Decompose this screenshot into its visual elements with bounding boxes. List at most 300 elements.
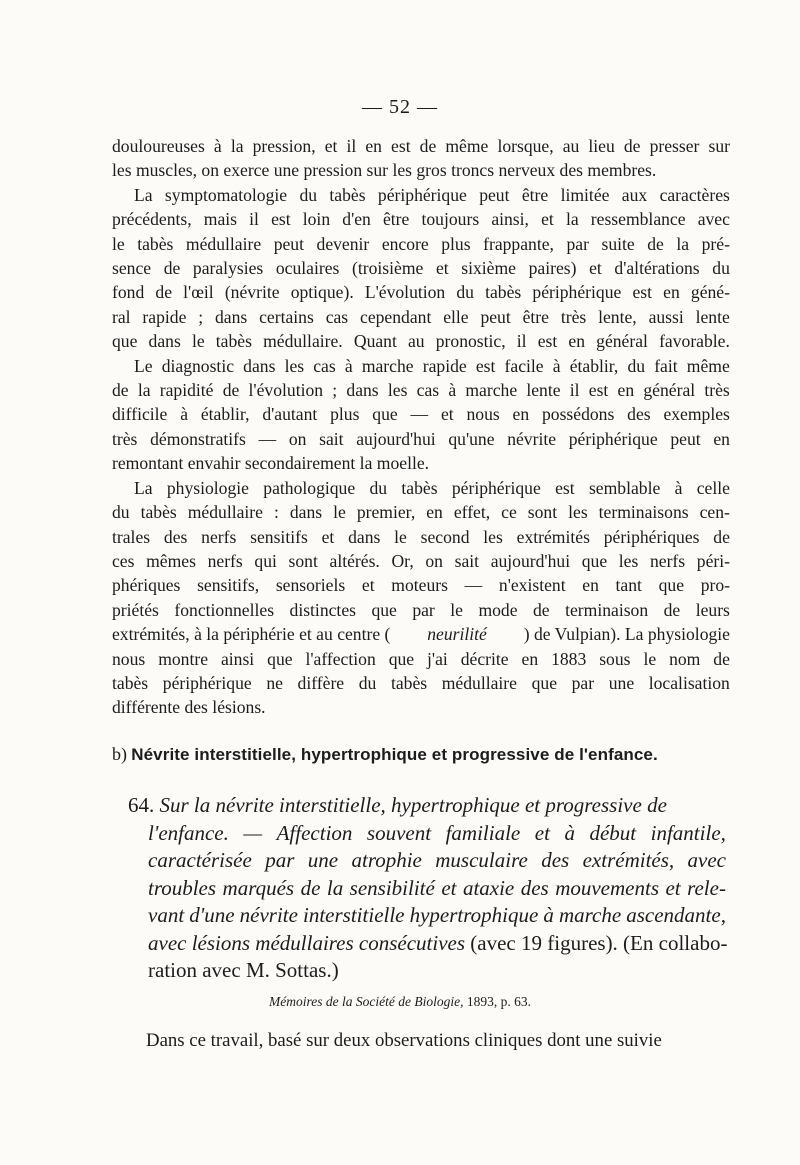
word: cas bbox=[325, 306, 349, 327]
word: établir, bbox=[569, 355, 619, 376]
word: aujourd'hui bbox=[356, 428, 436, 449]
word: début bbox=[589, 820, 637, 845]
word: périphériques bbox=[603, 526, 700, 547]
word: ainsi, bbox=[491, 209, 529, 230]
word: une bbox=[608, 672, 635, 693]
text-line bbox=[112, 305, 730, 329]
word: mouvements bbox=[555, 875, 659, 900]
word: semblable bbox=[588, 477, 661, 498]
word: nerfs bbox=[201, 526, 237, 547]
word: tabès bbox=[390, 672, 428, 693]
text-run: ) de Vulpian). La physiologie bbox=[523, 624, 730, 645]
word: pronostic, bbox=[435, 331, 506, 352]
word: dans bbox=[243, 355, 276, 376]
word: d'altérations bbox=[614, 258, 700, 279]
word: musculaire bbox=[435, 848, 528, 872]
word: vant bbox=[148, 903, 185, 927]
text-line bbox=[112, 427, 730, 451]
word: souvent bbox=[366, 820, 432, 845]
word: sont bbox=[527, 502, 558, 523]
text-line bbox=[112, 671, 730, 695]
entry-roman-run: (avec 19 figures). (En collabo- bbox=[470, 930, 728, 955]
word: d'en bbox=[342, 209, 371, 230]
word: mais bbox=[203, 209, 237, 230]
word: que bbox=[112, 331, 138, 352]
word: il bbox=[346, 136, 357, 156]
word: paires) bbox=[528, 258, 577, 279]
word: des bbox=[541, 848, 570, 872]
word: et bbox=[440, 404, 454, 425]
word: l'enfance. bbox=[148, 820, 229, 845]
word: facile bbox=[504, 355, 544, 376]
word: sensibilité bbox=[349, 875, 435, 900]
citation bbox=[0, 994, 800, 1010]
word: presser bbox=[649, 136, 700, 156]
word: avec bbox=[687, 848, 726, 872]
word: du bbox=[299, 184, 318, 205]
word: possédons bbox=[541, 404, 615, 425]
word: être bbox=[522, 306, 549, 327]
word: et bbox=[324, 136, 338, 156]
word: on bbox=[288, 428, 307, 449]
word: plus bbox=[330, 404, 360, 425]
text-line: différente des lésions. bbox=[112, 697, 266, 718]
word: est bbox=[475, 355, 496, 376]
word: difficile bbox=[112, 404, 168, 425]
word: terminaisons bbox=[598, 502, 689, 523]
word: dans bbox=[348, 526, 381, 547]
word: sait bbox=[454, 550, 480, 571]
word: La bbox=[134, 184, 153, 205]
word: est bbox=[555, 477, 575, 498]
word: caractérisée bbox=[148, 848, 252, 872]
word: ainsi bbox=[220, 648, 255, 669]
word: encore bbox=[381, 233, 429, 254]
word: de bbox=[533, 599, 550, 620]
word: pro- bbox=[700, 575, 730, 596]
word: qui bbox=[254, 550, 277, 571]
word: on bbox=[425, 550, 443, 571]
word: que bbox=[581, 550, 608, 571]
word: montre bbox=[158, 648, 209, 669]
word: ascendante, bbox=[626, 903, 726, 927]
word: terminaison bbox=[565, 599, 649, 620]
word: rapide bbox=[142, 306, 187, 327]
word: aussi bbox=[648, 306, 684, 327]
word: en bbox=[582, 575, 599, 596]
word: que bbox=[658, 575, 685, 596]
word: ces bbox=[112, 550, 135, 571]
word: de bbox=[300, 875, 321, 900]
word: pré- bbox=[701, 233, 730, 254]
word: névrite bbox=[239, 903, 298, 927]
word: des bbox=[163, 526, 188, 547]
word: à bbox=[674, 477, 683, 498]
word: et bbox=[435, 258, 449, 279]
word: même bbox=[445, 136, 489, 156]
word: marche bbox=[558, 903, 622, 927]
word: de bbox=[419, 136, 437, 156]
word: sensoriels bbox=[275, 575, 346, 596]
word: la bbox=[326, 875, 344, 900]
word: du bbox=[456, 282, 474, 303]
word: général bbox=[643, 380, 696, 401]
word: et bbox=[541, 209, 554, 230]
text-line bbox=[112, 476, 730, 500]
text-line bbox=[112, 280, 730, 304]
word: Affection bbox=[276, 820, 353, 845]
text-line bbox=[112, 329, 730, 353]
word: avec bbox=[697, 209, 730, 230]
word: hypertrophique bbox=[409, 903, 539, 927]
word: rapide bbox=[422, 355, 467, 376]
word: la bbox=[565, 209, 579, 230]
word: lente bbox=[695, 306, 730, 327]
word: cependant bbox=[360, 306, 432, 327]
section-heading-prefix: b) bbox=[112, 744, 127, 764]
word: cen- bbox=[699, 502, 730, 523]
word: en bbox=[713, 428, 730, 449]
italic-term: neurilité bbox=[427, 624, 487, 645]
word: être bbox=[382, 209, 410, 230]
word: il bbox=[516, 331, 527, 352]
word: lente bbox=[526, 380, 561, 401]
word: démonstratifs bbox=[150, 428, 246, 449]
word: mêmes bbox=[146, 550, 196, 571]
word: lieu bbox=[588, 136, 615, 156]
word: est bbox=[391, 136, 411, 156]
word: loin bbox=[302, 209, 331, 230]
word: que bbox=[267, 648, 293, 669]
text-line bbox=[112, 207, 730, 231]
word: de bbox=[222, 380, 240, 401]
word: très bbox=[560, 306, 587, 327]
word: péri- bbox=[696, 550, 730, 571]
word: trales bbox=[112, 526, 151, 547]
text-line: les muscles, on exerce une pression sur les gros troncs nerveux des membres. bbox=[112, 160, 657, 181]
word: que bbox=[372, 404, 398, 425]
text-line bbox=[112, 183, 730, 207]
word: troubles bbox=[148, 875, 217, 900]
word: suite bbox=[601, 233, 635, 254]
word: il bbox=[249, 209, 259, 230]
word: nous bbox=[112, 648, 146, 669]
word: elle bbox=[443, 306, 469, 327]
word: médullaire bbox=[441, 672, 517, 693]
word: en bbox=[521, 648, 539, 669]
entry-italic-run: avec lésions médullaires consécutives bbox=[148, 930, 466, 955]
word: tabès bbox=[401, 477, 438, 498]
word: névrite bbox=[507, 428, 557, 449]
word: le bbox=[643, 648, 657, 669]
word: diffère bbox=[297, 672, 345, 693]
word: ataxie bbox=[462, 875, 515, 900]
word: à bbox=[344, 355, 353, 376]
word: dans bbox=[289, 502, 323, 523]
word: Quant bbox=[353, 331, 397, 352]
word: par bbox=[265, 848, 295, 872]
word: douloureuses bbox=[112, 136, 205, 156]
word: peut bbox=[670, 428, 701, 449]
word: une bbox=[307, 848, 339, 872]
word: certains bbox=[259, 306, 314, 327]
word: La bbox=[134, 477, 153, 498]
word: favorable. bbox=[659, 331, 730, 352]
text-line bbox=[112, 647, 730, 671]
entry-line bbox=[128, 820, 726, 848]
word: sixième bbox=[461, 258, 516, 279]
word: sensitifs, bbox=[197, 575, 260, 596]
word: de bbox=[713, 648, 730, 669]
word: extrémités, bbox=[582, 848, 675, 872]
text-line bbox=[112, 500, 730, 524]
entry-line bbox=[128, 792, 726, 820]
word: infantile, bbox=[650, 820, 726, 845]
word: décrite bbox=[460, 648, 509, 669]
word: périphérique bbox=[532, 282, 622, 303]
word: et bbox=[361, 575, 375, 596]
word: du bbox=[358, 672, 377, 693]
word: très bbox=[704, 380, 730, 401]
word: général bbox=[596, 331, 648, 352]
word: atrophie bbox=[351, 848, 422, 872]
text-line bbox=[112, 525, 730, 549]
word: cas bbox=[313, 355, 336, 376]
word: être bbox=[521, 184, 549, 205]
word: du bbox=[627, 355, 646, 376]
word: extrémités bbox=[516, 526, 590, 547]
page-number: — 52 — bbox=[362, 96, 438, 118]
word: frappante, bbox=[483, 233, 554, 254]
word: même bbox=[686, 355, 730, 376]
word: en bbox=[617, 380, 635, 401]
final-text-line: Dans ce travail, basé sur deux observations cliniques dont une suivie bbox=[146, 1030, 662, 1051]
word: symptomatologie bbox=[164, 184, 288, 205]
word: dans bbox=[148, 331, 181, 352]
word: les bbox=[387, 380, 408, 401]
word: le bbox=[191, 331, 205, 352]
word: physiologie bbox=[166, 477, 249, 498]
word: en bbox=[512, 404, 530, 425]
word: tabès bbox=[329, 184, 366, 205]
word: tabès bbox=[112, 672, 149, 693]
text-line bbox=[112, 232, 730, 256]
word: périphérique bbox=[377, 184, 467, 205]
word: de bbox=[713, 526, 730, 547]
entry-line bbox=[128, 902, 726, 930]
citation-details: 1893, p. 63. bbox=[466, 994, 531, 1009]
word: cas bbox=[416, 380, 440, 401]
word: d'autant bbox=[262, 404, 318, 425]
entry-line bbox=[128, 875, 726, 903]
word: premier, bbox=[356, 502, 416, 523]
word: aux bbox=[621, 184, 648, 205]
body-text bbox=[112, 134, 730, 720]
word: de bbox=[663, 599, 681, 620]
word: aujourd'hui bbox=[490, 550, 571, 571]
word: devenir bbox=[316, 233, 370, 254]
word: dans bbox=[215, 306, 248, 327]
text-line bbox=[112, 354, 730, 378]
word: peut bbox=[479, 184, 510, 205]
word: ral bbox=[112, 306, 131, 327]
word: géné- bbox=[690, 282, 730, 303]
word: nous bbox=[466, 404, 500, 425]
text-line bbox=[112, 378, 730, 402]
word: est bbox=[632, 282, 652, 303]
word: d'une bbox=[189, 903, 235, 927]
text-line bbox=[112, 134, 730, 158]
word: du bbox=[112, 502, 130, 523]
word: périphérique bbox=[568, 428, 658, 449]
word: médullaire bbox=[185, 233, 262, 254]
word: par bbox=[566, 233, 589, 254]
word: de bbox=[155, 282, 172, 303]
word: la bbox=[676, 233, 690, 254]
word: (troisième bbox=[352, 258, 424, 279]
word: tabès bbox=[140, 502, 177, 523]
word: que bbox=[371, 599, 397, 620]
word: en bbox=[663, 282, 680, 303]
word: de bbox=[163, 258, 181, 279]
section-heading-title: Névrite interstitielle, hypertrophique et progressive de l'enfance. bbox=[131, 745, 658, 764]
word: pathologique bbox=[263, 477, 356, 498]
word: pression, bbox=[252, 136, 316, 156]
word: au bbox=[562, 136, 580, 156]
section-heading bbox=[112, 744, 724, 765]
word: paralysies bbox=[192, 258, 264, 279]
word: très bbox=[112, 428, 138, 449]
word: et bbox=[665, 875, 681, 900]
word: médullaire. bbox=[263, 331, 343, 352]
word: marche bbox=[361, 355, 414, 376]
word: de bbox=[623, 136, 641, 156]
word: ; bbox=[332, 380, 338, 401]
word: rele- bbox=[687, 875, 726, 900]
word: tabès bbox=[137, 233, 174, 254]
word: périphérique bbox=[451, 477, 541, 498]
text-line bbox=[112, 598, 730, 622]
word: ne bbox=[266, 672, 283, 693]
word: établir, bbox=[200, 404, 250, 425]
word: les bbox=[483, 526, 503, 547]
word: L'évolution bbox=[364, 282, 446, 303]
word: en bbox=[568, 331, 585, 352]
word: nerfs bbox=[207, 550, 243, 571]
word: par bbox=[571, 672, 595, 693]
word: Or, bbox=[391, 550, 414, 571]
text-line bbox=[112, 256, 730, 280]
word: caractères bbox=[659, 184, 730, 205]
word: fonctionnelles bbox=[174, 599, 275, 620]
word: celle bbox=[696, 477, 730, 498]
word: rapidité bbox=[159, 380, 214, 401]
word: peut bbox=[480, 306, 511, 327]
word: la bbox=[230, 136, 244, 156]
word: altérés. bbox=[329, 550, 380, 571]
word: l'œil bbox=[183, 282, 214, 303]
word: des bbox=[627, 404, 651, 425]
word: — bbox=[243, 820, 263, 845]
word: par bbox=[412, 599, 435, 620]
word: — bbox=[410, 404, 429, 425]
word: tabès bbox=[485, 282, 522, 303]
word: à bbox=[180, 404, 189, 425]
word: exemples bbox=[663, 404, 730, 425]
entry-number: 64. bbox=[128, 793, 155, 817]
word: de bbox=[647, 233, 664, 254]
word: Le bbox=[134, 355, 153, 376]
word: est bbox=[537, 331, 558, 352]
word: à bbox=[564, 820, 575, 845]
word: à bbox=[552, 355, 561, 376]
word: distinctes bbox=[289, 599, 356, 620]
word: sait bbox=[319, 428, 344, 449]
word: plus bbox=[441, 233, 471, 254]
word: et bbox=[589, 258, 602, 279]
word: le bbox=[112, 233, 125, 254]
word: périphérique bbox=[162, 672, 252, 693]
word: à bbox=[448, 380, 457, 401]
word: localisation bbox=[648, 672, 730, 693]
word: limitée bbox=[560, 184, 610, 205]
word: du bbox=[712, 258, 730, 279]
word: mode bbox=[478, 599, 518, 620]
entry-line: ration avec M. Sottas.) bbox=[148, 958, 339, 982]
word: au bbox=[408, 331, 425, 352]
word: ce bbox=[501, 502, 517, 523]
word: est bbox=[588, 380, 609, 401]
word: (névrite bbox=[224, 282, 280, 303]
word: sensitifs bbox=[250, 526, 308, 547]
text-run: extrémités, à la périphérie et au centre ( bbox=[112, 624, 391, 645]
word: optique). bbox=[290, 282, 354, 303]
word: effet, bbox=[453, 502, 491, 523]
word: l'évolution bbox=[248, 380, 324, 401]
word: priétés bbox=[112, 599, 159, 620]
word: 1883 bbox=[551, 648, 587, 669]
citation-source: Mémoires de la Société de Biologie, bbox=[269, 994, 464, 1009]
word: lorsque, bbox=[497, 136, 554, 156]
word: l'affection bbox=[305, 648, 376, 669]
word: nom bbox=[669, 648, 701, 669]
word: le bbox=[450, 599, 463, 620]
word: interstitielle bbox=[303, 903, 405, 927]
word: sur bbox=[708, 136, 730, 156]
word: les bbox=[568, 502, 588, 523]
word: fond bbox=[112, 282, 145, 303]
word: phériques bbox=[112, 575, 181, 596]
word: — bbox=[464, 575, 483, 596]
word: du bbox=[369, 477, 388, 498]
word: oculaires bbox=[275, 258, 340, 279]
word: tabès bbox=[215, 331, 252, 352]
word: : bbox=[273, 502, 279, 523]
word: et bbox=[534, 820, 550, 845]
entry-line bbox=[128, 847, 726, 875]
word: que bbox=[388, 648, 415, 669]
word: le bbox=[394, 526, 407, 547]
word: et bbox=[321, 526, 335, 547]
word: et bbox=[441, 875, 457, 900]
text-line bbox=[112, 402, 730, 426]
word: peut bbox=[273, 233, 304, 254]
word: il bbox=[569, 380, 580, 401]
word: leurs bbox=[695, 599, 730, 620]
word: tant bbox=[615, 575, 642, 596]
word: moteurs bbox=[391, 575, 448, 596]
word: fait bbox=[654, 355, 678, 376]
